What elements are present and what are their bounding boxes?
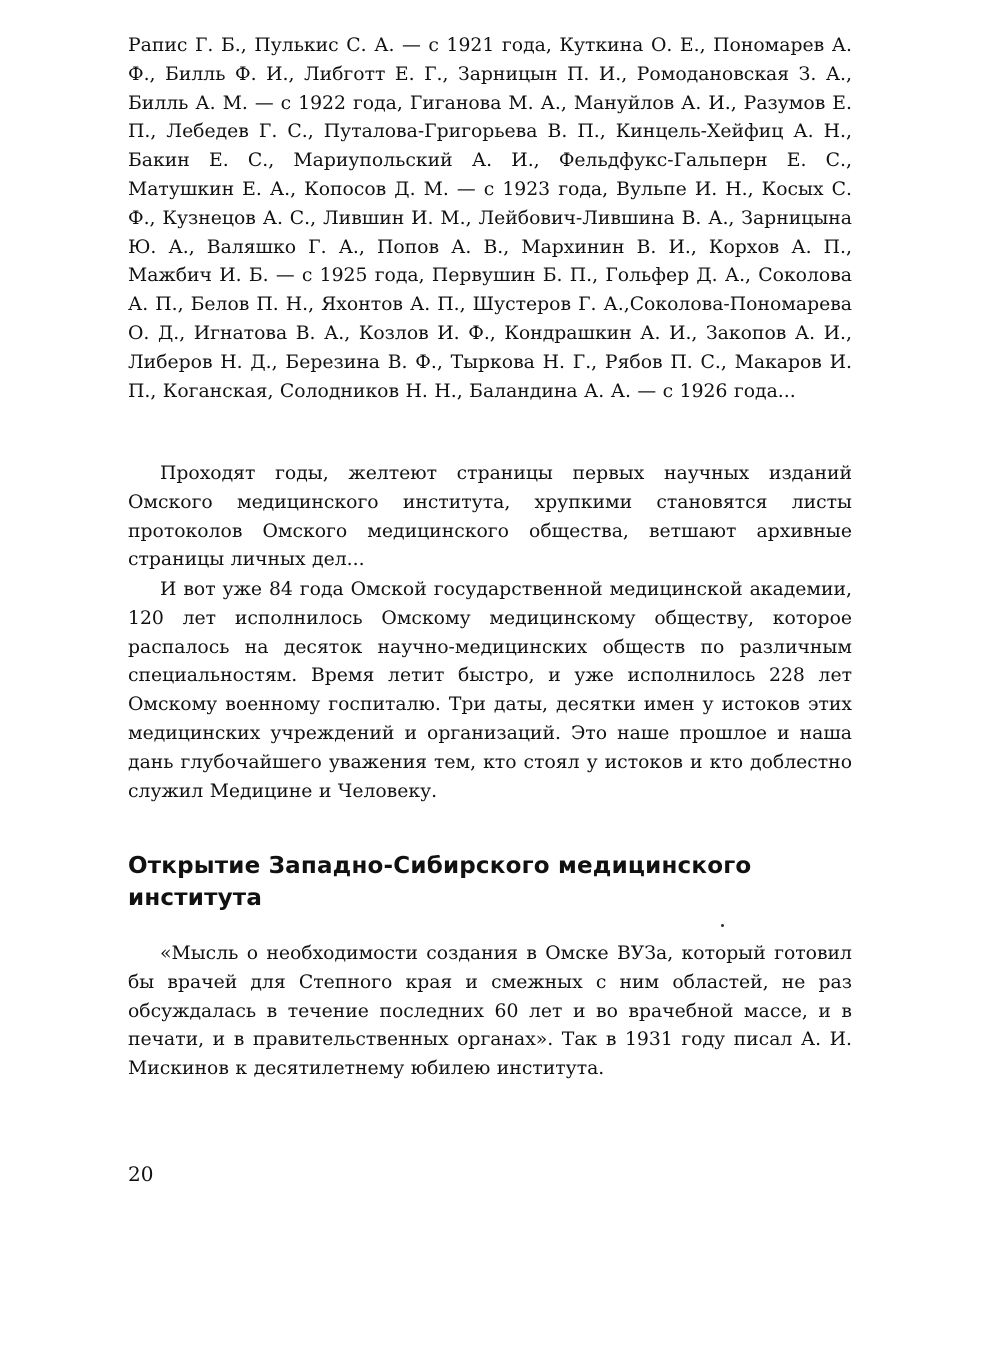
page-number: 20 [128,1162,154,1186]
anniversary-paragraph-block [128,576,852,806]
names-paragraph-block [128,32,852,406]
quote-paragraph-block [128,940,852,1084]
years-paragraph-block [128,460,852,575]
anniversary-paragraph: И вот уже 84 года Омской государственной медицинской академии, 120 лет исполнилось Омскому медицинскому обществу, которое распалось на десяток научно-медицинских обществ по различным специальностям. Время летит быстро, и уже исполнилось 228 лет Омскому военному госпиталю. Три даты, десятки имен у истоков этих медицинских учреждений и организаций. Это наше прошлое и наша дань глубочайшего уважения тем, кто стоял у истоков и кто доблестно служил Медицине и Человеку. [128,579,852,802]
names-paragraph: Рапис Г. Б., Пулькис С. А. — с 1921 года, Куткина О. Е., Пономарев А. Ф., Билль Ф. И., Либготт Е. Г., Зарницын П. И., Ромодановская З. А., Билль А. М. — с 1922 года, Гиганова М. А., Мануйлов А. И., Разумов Е. П., Лебедев Г. С., Путалова-Григорьева В. П., Кинцель-Хейфиц А. Н., Бакин Е. С., Мариупольский А. И., Фельдфукс-Гальперн Е. С., Матушкин Е. А., Копосов Д. М. — с 1923 года, Вульпе И. Н., Косых С. Ф., Кузнецов А. С., Лившин И. М., Лейбович-Лившина В. А., Зарницына Ю. А., Валяшко Г. А., Попов А. В., Мархинин В. И., Корхов А. П., Мажбич И. Б. — с 1925 года, Первушин Б. П., Гольфер Д. А., Соколова А. П., Белов П. Н., Яхонтов А. П., Шустеров Г. А.,Соколова-Пономарева О. Д., Игнатова В. А., Козлов И. Ф., Кондрашкин А. И., Закопов А. И., Либеров Н. Д., Березина В. Ф., Тыркова Н. Г., Рябов П. С., Макаров И. П., Коганская, Солодников Н. Н., Баландина А. А. — с 1926 года... [128,35,852,402]
quote-paragraph: «Мысль о необходимости создания в Омске ВУЗа, который готовил бы врачей для Степного края и смежных с ним областей, не раз обсуждалась в течение последних 60 лет и во врачебной массе, и в печати, и в правительственных органах». Так в 1931 году писал А. И. Мискинов к десятилетнему юбилею института. [128,943,852,1080]
years-paragraph: Проходят годы, желтеют страницы первых научных изданий Омского медицинского института, хрупкими становятся листы протоколов Омского медицинского общества, ветшают архивные страницы личных дел... [128,463,852,571]
print-speck [721,924,724,927]
section-heading: Открытие Западно-Сибирского медицинского института [128,853,752,911]
